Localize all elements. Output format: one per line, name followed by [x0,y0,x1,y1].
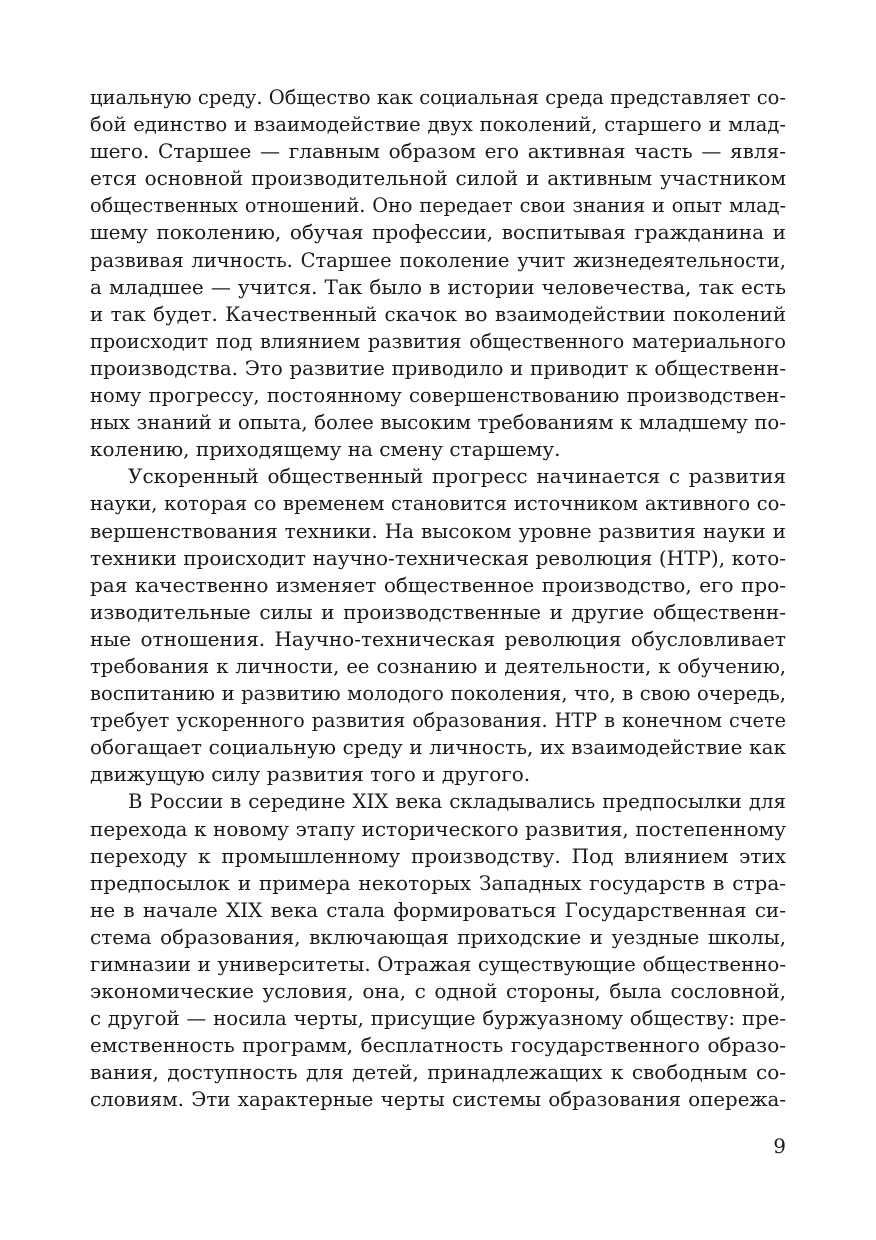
text-line: ному прогрессу, постоянному совершенствованию производствен- [90,384,786,408]
text-line: обогащает социальную среду и личность, их взаимодействие как [90,735,786,760]
text-line: ных знаний и опыта, более высоким требованиям к младшему по- [90,411,786,435]
text-line: рая качественно изменяет общественное производство, его про- [90,572,786,597]
text-line: науки, которая со временем становится источником активного со- [90,492,786,516]
text-line: шего. Старшее — главным образом его активная часть — явля- [90,139,786,164]
text-line: колению, приходящему на смену старшему. [90,437,561,462]
text-line: развивая личность. Старшее поколение учит жизнедеятельности, [90,248,786,272]
text-line: с другой — носила черты, присущие буржуазному обществу: пре- [90,1007,786,1031]
text-line: экономические условия, она, с одной стороны, была сословной, [90,979,786,1004]
text-line: происходит под влиянием развития общественного материального [90,329,786,353]
paragraph [90,788,786,1113]
text-line: изводительные силы и производственные и другие общественн- [90,599,786,624]
text-line: общественных отношений. Оно передает свои знания и опыт млад- [90,194,786,218]
text-line: циальную среду. Общество как социальная среда представляет со- [90,86,786,109]
text-line: ется основной производительной силой и активным участником [90,166,786,191]
text-line: В России в середине XIX века складывались предпосылки для [128,790,786,814]
page-number: 9 [773,1134,786,1158]
text-line: перехода к новому этапу исторического развития, постепенному [90,816,786,841]
paragraph [90,463,786,788]
text-line: ные отношения. Научно-техническая революция обусловливает [90,626,786,651]
page-text [90,84,786,1114]
text-line: производства. Это развитие приводило и приводит к общественн- [90,356,786,380]
text-line: вершенствования техники. На высоком уровне развития науки и [90,518,786,543]
text-line: техники происходит научно-техническая революция (НТР), кото- [90,545,786,570]
text-line: не в начале XIX века стала формироваться Государственная си- [90,897,786,922]
paragraph [90,84,786,463]
text-line: словиям. Эти характерные черты системы образования опережа- [90,1088,786,1112]
text-line: бой единство и взаимодействие двух поколений, старшего и млад- [90,113,786,137]
text-line: движущую силу развития того и другого. [90,762,531,787]
text-line: а младшее — учится. Так было в истории человечества, так есть [90,274,786,299]
text-line: воспитанию и развитию молодого поколения, что, в свою очередь, [90,682,786,706]
text-line: и так будет. Качественный скачок во взаимодействии поколений [90,302,786,326]
text-line: требует ускоренного развития образования. НТР в конечном счете [90,709,786,733]
text-line: стема образования, включающая приходские и уездные школы, [90,924,786,949]
text-line: Ускоренный общественный прогресс начинается с развития [128,464,786,489]
text-line: вания, доступность для детей, принадлежащих к свободным со- [90,1060,786,1085]
text-line: предпосылок и примера некоторых Западных государств в стра- [90,870,786,895]
text-line: гимназии и университеты. Отражая существующие общественно- [90,953,786,976]
text-line: шему поколению, обучая профессии, воспитывая гражданина и [90,220,786,245]
text-line: емственность программ, бесплатность государственного образо- [90,1033,786,1058]
text-line: переходу к промышленному производству. Под влиянием этих [90,843,786,868]
text-line: требования к личности, ее сознанию и деятельности, к обучению, [90,654,786,678]
